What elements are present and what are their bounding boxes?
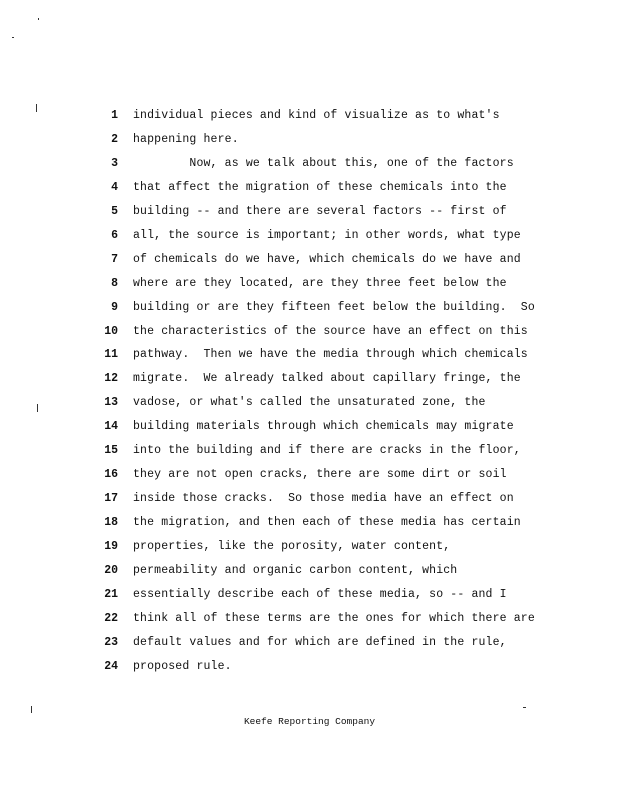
transcript-line [0,465,619,485]
line-text: migrate. We already talked about capillary fringe, the [133,372,521,385]
line-text: proposed rule. [133,660,232,673]
transcript-line [0,609,619,629]
transcript-line [0,106,619,126]
line-text: inside those cracks. So those media have an effect on [133,492,514,505]
line-text: into the building and if there are cracks in the floor, [133,444,521,457]
scan-speck [37,404,38,412]
line-text: essentially describe each of these media, so -- and I [133,588,507,601]
line-number: 20 [104,564,118,577]
scan-speck [36,104,37,112]
line-number: 1 [111,109,118,122]
transcript-line [0,202,619,222]
transcript-line [0,369,619,389]
scan-speck [38,18,39,20]
line-number: 6 [111,229,118,242]
transcript-line [0,178,619,198]
line-text: the migration, and then each of these media has certain [133,516,521,529]
line-text: that affect the migration of these chemicals into the [133,181,507,194]
transcript-line [0,633,619,653]
page-footer: Keefe Reporting Company [243,716,376,727]
line-text: permeability and organic carbon content, which [133,564,458,577]
line-number: 24 [104,660,118,673]
line-number: 4 [111,181,118,194]
transcript-line [0,513,619,533]
scan-speck [31,706,32,713]
line-number: 22 [104,612,118,625]
line-number: 18 [104,516,118,529]
transcript-line [0,154,619,174]
line-number: 16 [104,468,118,481]
transcript-line [0,489,619,509]
line-number: 2 [111,133,118,146]
line-text: building or are they fifteen feet below the building. So [133,301,535,314]
transcript-line [0,274,619,294]
line-text: individual pieces and kind of visualize as to what's [133,109,500,122]
line-number: 23 [104,636,118,649]
line-number: 8 [111,277,118,290]
line-number: 13 [104,396,118,409]
line-text: of chemicals do we have, which chemicals do we have and [133,253,521,266]
line-number: 12 [104,372,118,385]
transcript-line [0,322,619,342]
line-text: where are they located, are they three feet below the [133,277,507,290]
transcript-line [0,345,619,365]
line-number: 9 [111,301,118,314]
line-number: 14 [104,420,118,433]
transcript-line [0,585,619,605]
transcript-line [0,441,619,461]
line-number: 5 [111,205,118,218]
transcript-line [0,250,619,270]
transcript-line [0,226,619,246]
line-text: building materials through which chemicals may migrate [133,420,514,433]
line-number: 3 [111,157,118,170]
line-number: 7 [111,253,118,266]
scan-speck [12,37,14,38]
transcript-line [0,657,619,677]
line-number: 19 [104,540,118,553]
line-text: pathway. Then we have the media through which chemicals [133,348,528,361]
transcript-line [0,417,619,437]
line-number: 17 [104,492,118,505]
line-text: they are not open cracks, there are some dirt or soil [133,468,507,481]
line-text: think all of these terms are the ones for which there are [133,612,535,625]
transcript-line [0,561,619,581]
line-number: 21 [104,588,118,601]
scan-speck [523,707,526,708]
line-number: 11 [104,348,118,361]
line-number: 15 [104,444,118,457]
transcript-line [0,537,619,557]
line-text: the characteristics of the source have an effect on this [133,325,528,338]
line-text: happening here. [133,133,239,146]
line-text: vadose, or what's called the unsaturated zone, the [133,396,486,409]
transcript-line [0,298,619,318]
transcript-line [0,393,619,413]
line-text: building -- and there are several factors -- first of [133,205,507,218]
line-text: Now, as we talk about this, one of the factors [133,157,514,170]
line-number: 10 [104,325,118,338]
line-text: default values and for which are defined in the rule, [133,636,507,649]
line-text: properties, like the porosity, water content, [133,540,451,553]
line-text: all, the source is important; in other words, what type [133,229,521,242]
transcript-line [0,130,619,150]
